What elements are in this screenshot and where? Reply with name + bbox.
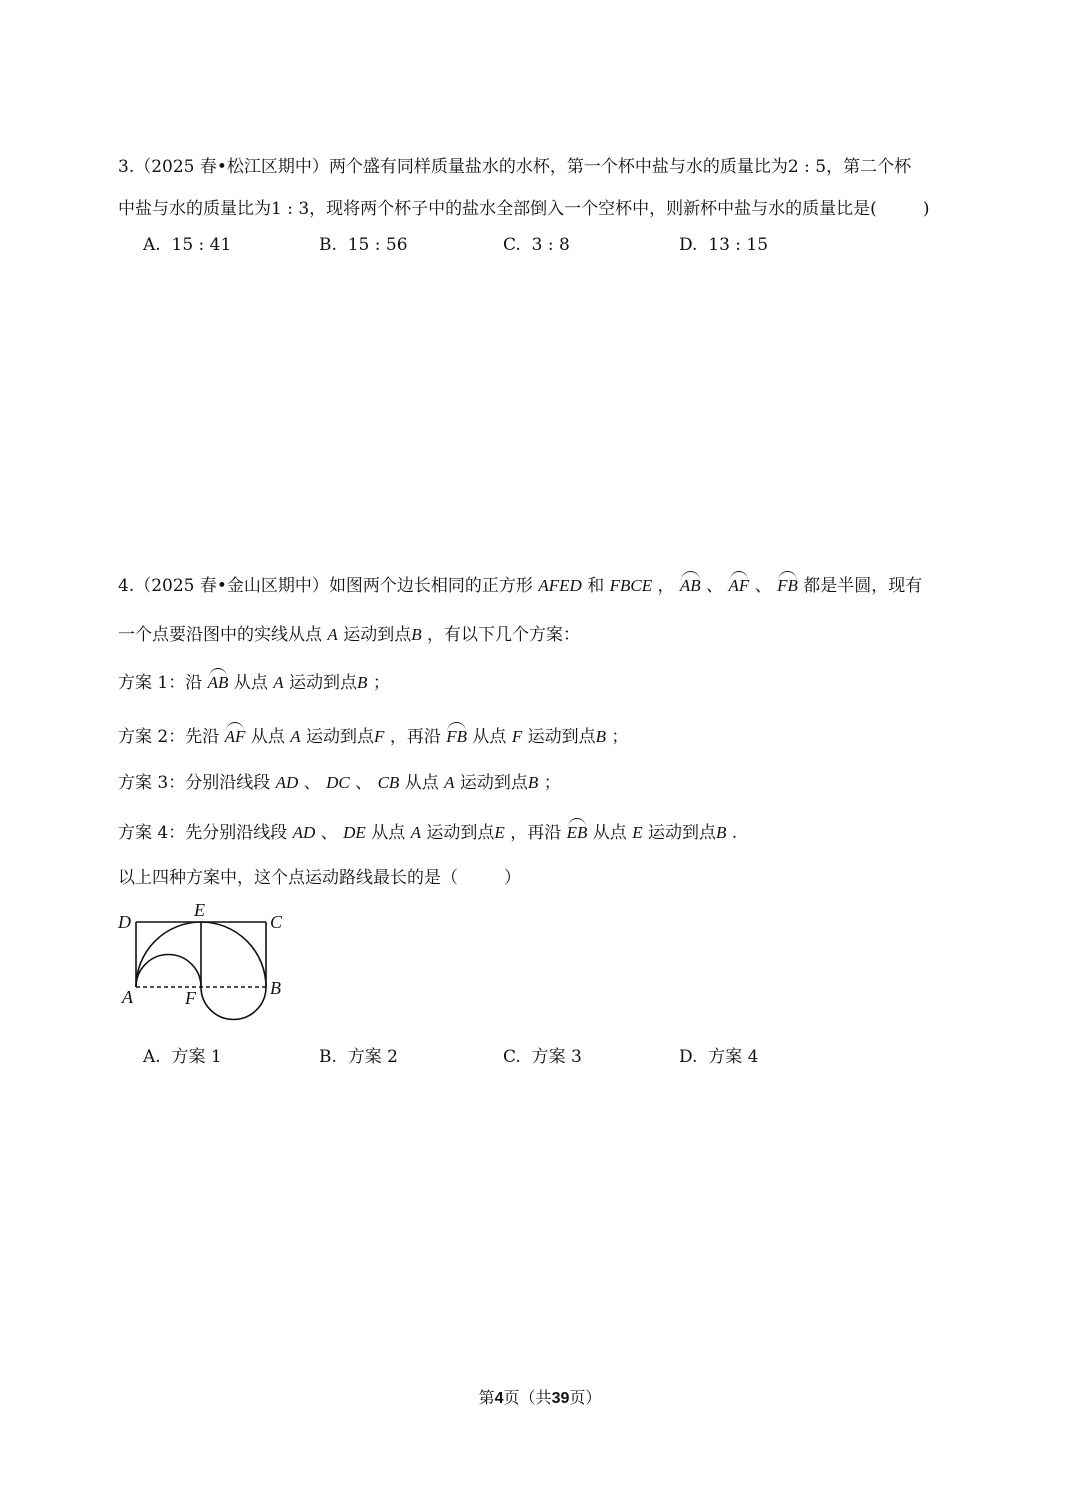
label-e: E: [194, 900, 205, 920]
q4-option-c[interactable]: C. 方案 3: [503, 1047, 582, 1067]
q4-option-a[interactable]: A. 方案 1: [143, 1047, 222, 1067]
q3-option-a[interactable]: A. 15 : 41: [143, 235, 232, 255]
q4-plan-4: 方案 4：先分别沿线段 AD 、 DE 从点 A 运动到点E ，再沿 EB 从点 E 运动到点B .: [118, 823, 738, 843]
arc-af: AF: [728, 576, 750, 595]
q3-option-d[interactable]: D. 13 : 15: [679, 235, 769, 255]
arc-ab: AB: [679, 576, 701, 595]
label-c: C: [270, 912, 283, 932]
q3-stem-1: 两个盛有同样质量盐水的水杯，第一个杯中盐与水的质量比为2 : 5，第二个杯: [328, 157, 912, 177]
q3-line-1: [118, 152, 911, 177]
q3-source: （2025 春•松江区期中）: [134, 157, 329, 177]
q3-line-2: [118, 194, 929, 219]
q3-option-b[interactable]: B. 15 : 56: [319, 235, 408, 255]
q4-option-d[interactable]: D. 方案 4: [679, 1047, 759, 1067]
q4-source: （2025 春•金山区期中）: [134, 576, 329, 596]
q4-line-2: 一个点要沿图中的实线从点 A 运动到点B ，有以下几个方案：: [118, 625, 580, 645]
q4-number: 4.: [118, 576, 135, 596]
arc-fb: FB: [777, 576, 798, 595]
label-b: B: [270, 978, 281, 998]
page-total: 39: [551, 1390, 570, 1407]
q4-plan-1: 方案 1：沿 AB 从点 A 运动到点B ；: [118, 673, 390, 693]
q4-option-b[interactable]: B. 方案 2: [319, 1047, 398, 1067]
arc-fb-curve: [201, 987, 266, 1020]
page-footer: 第4页（共39页）: [478, 1388, 602, 1407]
q3-close-paren: ): [922, 199, 930, 219]
page-number: 4: [494, 1390, 504, 1407]
q3-option-c[interactable]: C. 3 : 8: [503, 235, 570, 255]
label-f: F: [185, 988, 196, 1008]
q4-figure: [110, 898, 300, 1028]
q3-stem-2: 中盐与水的质量比为1 : 3，现将两个杯子中的盐水全部倒入一个空杯中，则新杯中盐与水的质量比是(: [118, 199, 877, 219]
label-d: D: [118, 912, 131, 932]
q4-plan-2: 方案 2：先沿 AF 从点 A 运动到点F ，再沿 FB 从点 F 运动到点B ；: [118, 727, 629, 747]
label-a: A: [122, 987, 133, 1007]
q4-question: 以上四种方案中，这个点运动路线最长的是（ ）: [118, 868, 521, 888]
q3-number: 3.: [118, 157, 135, 177]
arc-af-curve: [136, 955, 201, 988]
q4-line-1: 4.（2025 春•金山区期中）如图两个边长相同的正方形 AFED 和 FBCE ， AB 、 AF 、 FB 都是半圆，现有: [118, 576, 923, 596]
q4-plan-3: 方案 3：分别沿线段 AD 、 DC 、 CB 从点 A 运动到点B ；: [118, 773, 561, 793]
